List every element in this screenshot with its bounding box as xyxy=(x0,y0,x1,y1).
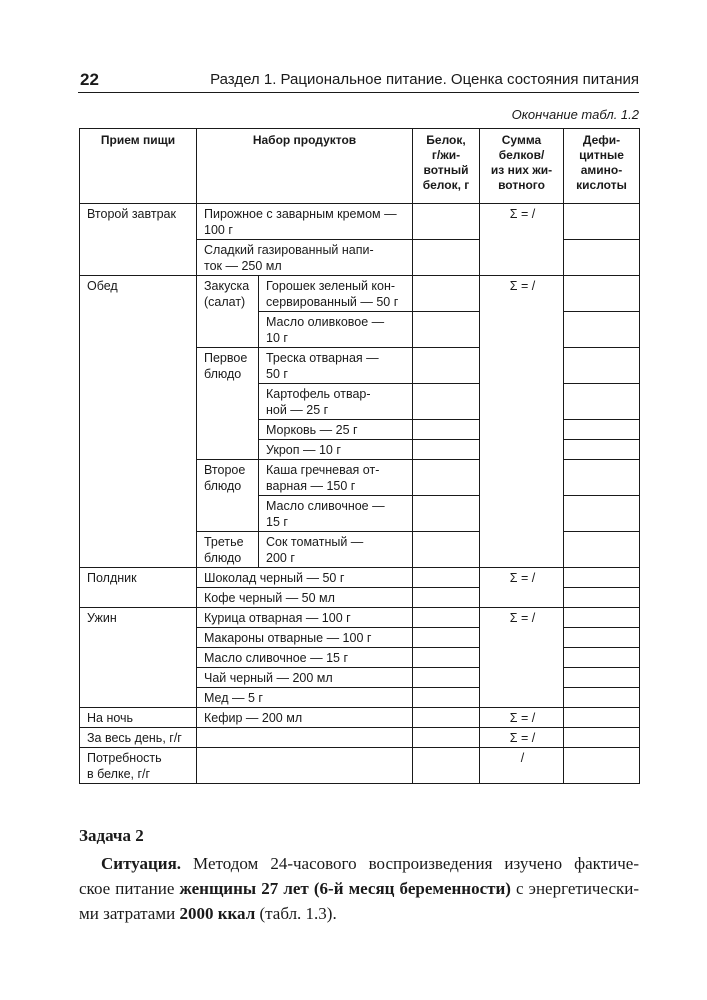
sum-cell: Σ = / xyxy=(480,708,564,728)
deficit-cell xyxy=(564,460,640,496)
deficit-cell xyxy=(564,708,640,728)
task-paragraph: Ситуация. Методом 24-часового воспроизведения изучено фактиче- ское питание женщины 27 лет (6-й месяц беременности) с энергетически- ми затратами 2000 ккал (табл. 1.3). xyxy=(79,854,640,923)
deficit-cell xyxy=(564,648,640,668)
protein-need-label: Потребность в белке, г/г xyxy=(80,748,197,784)
header-products: Набор продуктов xyxy=(197,129,413,204)
course-label: Закуска (салат) xyxy=(197,276,259,348)
deficit-cell xyxy=(564,240,640,276)
product-cell: Чай черный — 200 мл xyxy=(197,668,413,688)
deficit-cell xyxy=(564,668,640,688)
product-cell: Курица отварная — 100 г xyxy=(197,608,413,628)
protein-cell xyxy=(413,588,480,608)
header-divider xyxy=(78,92,639,93)
product-cell: Мед — 5 г xyxy=(197,688,413,708)
deficit-cell xyxy=(564,384,640,420)
sum-cell: / xyxy=(480,748,564,784)
deficit-cell xyxy=(564,420,640,440)
table-row xyxy=(80,708,640,728)
deficit-cell xyxy=(564,628,640,648)
table-row xyxy=(80,204,640,240)
deficit-cell xyxy=(564,568,640,588)
protein-cell xyxy=(413,384,480,420)
protein-cell xyxy=(413,708,480,728)
product-cell: Треска отварная — 50 г xyxy=(259,348,413,384)
protein-cell xyxy=(413,668,480,688)
protein-cell xyxy=(413,496,480,532)
meal-snack: Полдник xyxy=(80,568,197,608)
energy-value: 2000 ккал xyxy=(179,904,256,923)
protein-cell xyxy=(413,440,480,460)
protein-cell xyxy=(413,688,480,708)
meal-dinner: Ужин xyxy=(80,608,197,708)
protein-cell xyxy=(413,276,480,312)
header-meal: Прием пищи xyxy=(80,129,197,204)
deficit-cell xyxy=(564,688,640,708)
deficit-cell xyxy=(564,440,640,460)
table-caption: Окончание табл. 1.2 xyxy=(511,107,639,122)
table-row xyxy=(80,276,640,312)
deficit-cell xyxy=(564,204,640,240)
protein-cell xyxy=(413,728,480,748)
meal-breakfast2: Второй завтрак xyxy=(80,204,197,276)
product-cell: Сладкий газированный напи- ток — 250 мл xyxy=(197,240,413,276)
table-row xyxy=(80,748,640,784)
situation-lead: Ситуация. xyxy=(101,854,182,873)
deficit-cell xyxy=(564,608,640,628)
product-cell xyxy=(197,728,413,748)
header-protein: Белок, г/жи- вотный белок, г xyxy=(413,129,480,204)
sum-cell: Σ = / xyxy=(480,608,564,708)
task-title: Задача 2 xyxy=(79,826,144,845)
table-row xyxy=(80,728,640,748)
product-cell: Масло сливочное — 15 г xyxy=(197,648,413,668)
sum-cell: Σ = / xyxy=(480,568,564,608)
product-cell: Укроп — 10 г xyxy=(259,440,413,460)
nutrition-table xyxy=(79,128,640,784)
deficit-cell xyxy=(564,312,640,348)
page-number: 22 xyxy=(80,70,99,89)
protein-cell xyxy=(413,204,480,240)
product-cell xyxy=(197,748,413,784)
course-label: Второе блюдо xyxy=(197,460,259,532)
deficit-cell xyxy=(564,532,640,568)
patient-description: женщины 27 лет (6-й месяц беременности) xyxy=(179,879,511,898)
product-cell: Пирожное с заварным кремом — 100 г xyxy=(197,204,413,240)
running-title: Раздел 1. Рациональное питание. Оценка состояния питания xyxy=(210,71,639,88)
protein-cell xyxy=(413,348,480,384)
deficit-cell xyxy=(564,728,640,748)
header-sum: Сумма белков/ из них жи- вотного xyxy=(480,129,564,204)
product-cell: Каша гречневая от- варная — 150 г xyxy=(259,460,413,496)
course-label: Третье блюдо xyxy=(197,532,259,568)
product-cell: Кефир — 200 мл xyxy=(197,708,413,728)
sum-cell: Σ = / xyxy=(480,276,564,568)
product-cell: Кофе черный — 50 мл xyxy=(197,588,413,608)
protein-cell xyxy=(413,312,480,348)
protein-cell xyxy=(413,648,480,668)
deficit-cell xyxy=(564,276,640,312)
product-cell: Масло сливочное — 15 г xyxy=(259,496,413,532)
deficit-cell xyxy=(564,496,640,532)
protein-cell xyxy=(413,532,480,568)
meal-night: На ночь xyxy=(80,708,197,728)
day-total-label: За весь день, г/г xyxy=(80,728,197,748)
product-cell: Горошек зеленый кон- сервированный — 50 г xyxy=(259,276,413,312)
product-cell: Масло оливковое — 10 г xyxy=(259,312,413,348)
protein-cell xyxy=(413,420,480,440)
meal-lunch: Обед xyxy=(80,276,197,568)
sum-cell: Σ = / xyxy=(480,204,564,276)
protein-cell xyxy=(413,240,480,276)
table-row xyxy=(80,568,640,588)
protein-cell xyxy=(413,460,480,496)
protein-cell xyxy=(413,568,480,588)
protein-cell xyxy=(413,608,480,628)
protein-cell xyxy=(413,628,480,648)
sum-cell: Σ = / xyxy=(480,728,564,748)
deficit-cell xyxy=(564,748,640,784)
table-header-row xyxy=(80,129,640,204)
deficit-cell xyxy=(564,348,640,384)
course-label: Первое блюдо xyxy=(197,348,259,460)
protein-cell xyxy=(413,748,480,784)
product-cell: Картофель отвар- ной — 25 г xyxy=(259,384,413,420)
product-cell: Сок томатный — 200 г xyxy=(259,532,413,568)
product-cell: Шоколад черный — 50 г xyxy=(197,568,413,588)
header-deficit: Дефи- цитные амино- кислоты xyxy=(564,129,640,204)
product-cell: Макароны отварные — 100 г xyxy=(197,628,413,648)
table-row xyxy=(80,608,640,628)
deficit-cell xyxy=(564,588,640,608)
product-cell: Морковь — 25 г xyxy=(259,420,413,440)
